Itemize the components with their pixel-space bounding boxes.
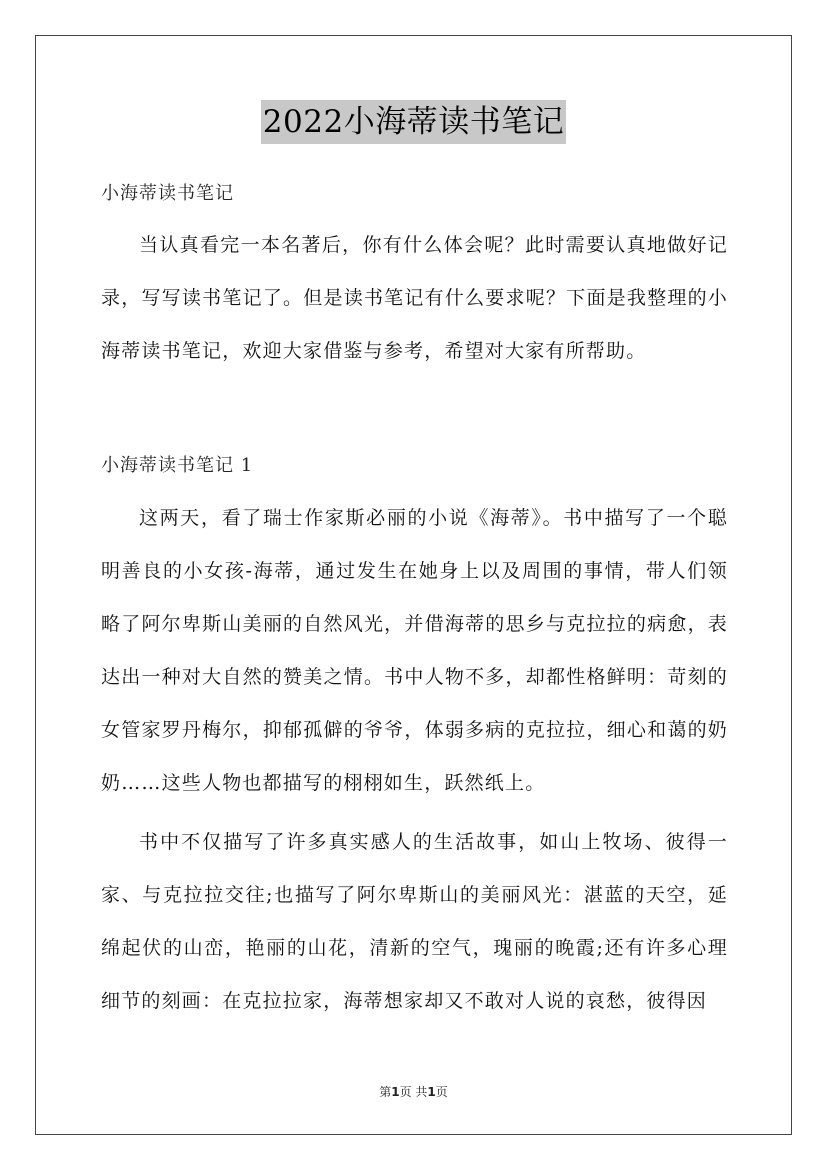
document-subtitle: 小海蒂读书笔记 bbox=[101, 183, 234, 204]
body-paragraph-2: 书中不仅描写了许多真实感人的生活故事，如山上牧场、彼得一家、与克拉拉交往;也描写了阿尔卑斯山的美丽风光：湛蓝的天空，延绵起伏的山峦，艳丽的山花，清新的空气，瑰丽的晚霞;还有许多心理细节的刻画：在克拉拉家，海蒂想家却又不敢对人说的哀愁，彼得因 bbox=[101, 831, 728, 1012]
footer-page-number: 1 bbox=[391, 1085, 400, 1099]
title-container bbox=[0, 100, 827, 144]
intro-paragraph: 当认真看完一本名著后，你有什么体会呢？此时需要认真地做好记录，写写读书笔记了。但是读书笔记有什么要求呢？下面是我整理的小海蒂读书笔记，欢迎大家借鉴与参考，希望对大家有所帮助。 bbox=[101, 234, 728, 362]
document-title: 2022小海蒂读书笔记 bbox=[261, 100, 566, 144]
body-paragraph-1: 这两天，看了瑞士作家斯必丽的小说《海蒂》。书中描写了一个聪明善良的小女孩-海蒂，通过发生在她身上以及周围的事情，带人们领略了阿尔卑斯山美丽的自然风光，并借海蒂的思乡与克拉拉的病愈，表达出一种对大自然的赞美之情。书中人物不多，却都性格鲜明：苛刻的女管家罗丹梅尔，抑郁孤僻的爷爷，体弱多病的克拉拉，细心和蔼的奶奶……这些人物也都描写的栩栩如生，跃然纸上。 bbox=[101, 507, 728, 794]
page-footer bbox=[0, 1083, 827, 1100]
footer-prefix: 第 bbox=[379, 1085, 392, 1099]
footer-mid: 页 共 bbox=[399, 1085, 428, 1099]
section-heading: 小海蒂读书笔记 1 bbox=[101, 455, 254, 476]
footer-total-pages: 1 bbox=[427, 1085, 436, 1099]
footer-suffix: 页 bbox=[435, 1085, 448, 1099]
